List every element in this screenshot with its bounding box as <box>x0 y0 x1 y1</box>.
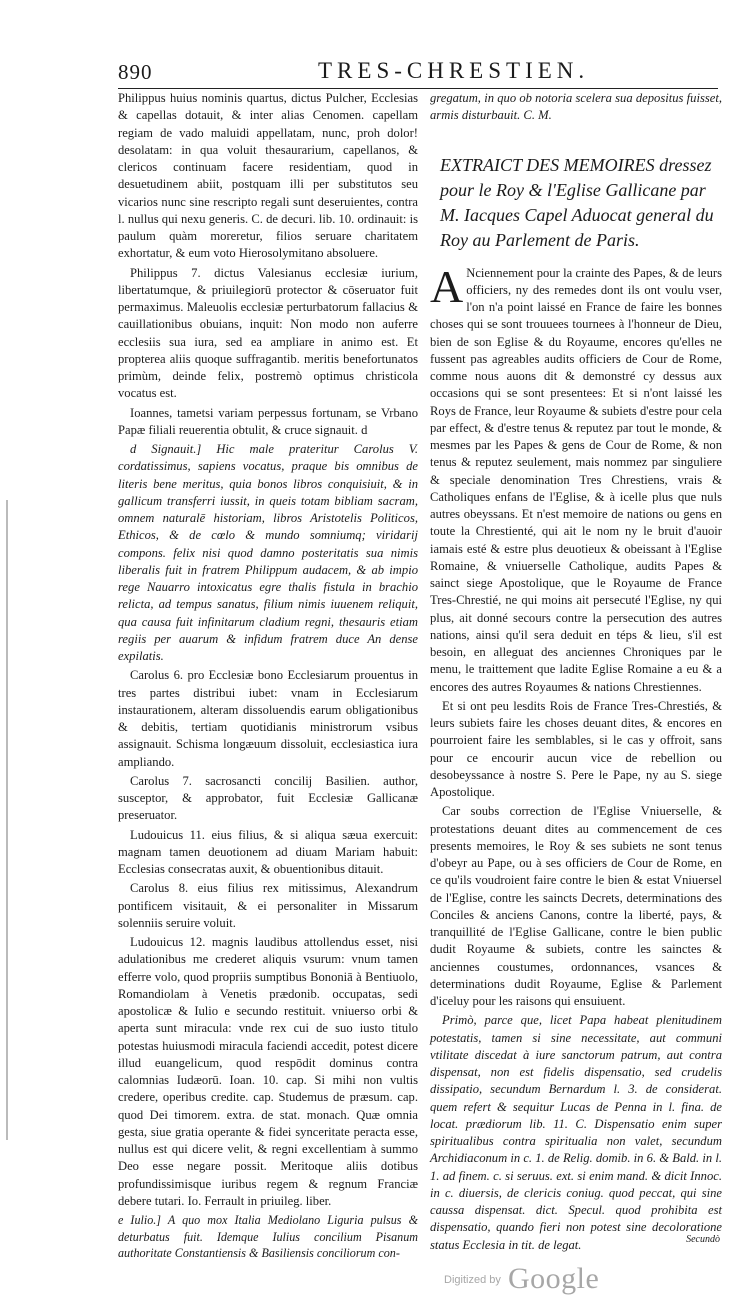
paragraph-ioannes: Ioannes, tametsi variam perpessus fortunam, se Vrbano Papæ filiali reuerentia obtulit, & cruce signauit. d <box>118 405 418 437</box>
google-logo: Google <box>508 1262 600 1295</box>
paragraph-philippus-vii: Philippus 7. dictus Valesianus ecclesiæ iurium, libertatumque, & priuilegiorū protector & cōseruator fuit permaximus. Maleuolis ecclesiæ perturbatorum fallacius & cauillationibus obuians, inquit: Non modo non auferre ecclesiis sua iura, sed ea ampliare in animo est. Et propterea aliis quoque suffragantib. meritis benefortunatos primùm, deinde felix, postremò optimus christicola vocatus est. <box>118 265 418 401</box>
watermark-digitized-by: Digitized by <box>444 1274 501 1286</box>
paragraph-primo: Primò, parce que, licet Papa habeat plenitudinem potestatis, tamen si sine necessitate, aut communi vtilitate discedat à iure sanctorum patrum, aut contra dispensat, non est fidelis dispensatio, sed crudelis dissipatio, secundum Bernardum l. 3. de considerat. quem refert & sequitur Lucas de Penna in l. fina. de locat. prædiorum lib. 11. C. Dispensatio enim super spiritualibus contra spiritualia non valet, secundum Archidiaconum in c. 1. de Relig. domib. in 6. & Bald. in l. 1. ad finem. c. si seruus. ext. si enim mand. & dicit Innoc. in c. diuersis, de clericis coniug. quod peccat, qui sine caussa dispensat. dict. Specul. quod prohibita est dispensatio, quando fieri non potest sine decoloratione status Ecclesia in tit. de legat. <box>430 1013 722 1252</box>
paragraph-carolus-vi: Carolus 6. pro Ecclesiæ bono Ecclesiarum prouentus in tres partes distribui iubet: vnam in Ecclesiarum instaurationem, alteram dissoluendis earum obligationibus & debitis, tertiam quotidianis ministrorum vsibus assignauit. Schisma longæuum dissoluit, ecclesiastica iura ampliando. <box>118 668 418 769</box>
page-header <box>118 56 718 88</box>
right-column <box>430 90 722 1252</box>
first-paragraph <box>430 260 722 696</box>
header-rule <box>118 88 718 89</box>
paragraph-carolus-viii: Carolus 8. eius filius rex mitissimus, Alexandrum pontificem visitauit, & ei personaliter in Missarum solenniis seruire voluit. <box>118 881 418 930</box>
page-number: 890 <box>118 60 153 84</box>
first-paragraph-text: Nciennement pour la crainte des Papes, & de leurs officiers, ny des remedes dont ils ont voulu vser, l'on n'a point laissé en France de faire les bonnes choses qui se sont trouuees tournees à l'honneur de Dieu, bien de son Eglise & du Royaume, encores qu'elles ne fussent pas agreables audits officiers de Cour de Rome, comme nous auons dit & demonstré cy dessus aux occasions qui se sont presentees: Et si n'ont laissé les Roys de France, leur Royaume & subiets d'estre pour cela par effect, & d'estre tenus & reputez par tout le monde, & mesmes par les Papes & gens de Cour de Rome, & non tenus & reputez seulement, mais nommez par singuliere & speciale denomination Tres Chrestiens, vrais & Catholiques enfans de l'Eglise, & à icelle plus que nuls autres obeyssans. Et n'est memoire de nations ou gens en toute la Chrestienté, qui ait le nom ny le bruit d'auoir iamais esté & estre plus deuotieux & obeissant à l'Eglise Romaine, & vniuerselle Catholique, audits Papes & sainct siege Apostolique, que le Royaume de France Tres-Chrestié, ne qui moins ait persecuté l'Eglise, ny qui plus, ait donné secours contre la persecution des autres nations, ainsi qu'il sera deduit en téps & lieu, s'il est besoin, en alleguat des anciennes Chroniques par le menu, le traittement que ladite Eglise Romaine a eu & a encores des autres Royaumes & nations Chrestiennes. <box>430 265 722 694</box>
paragraph-philippus-iv: Philippus huius nominis quartus, dictus Pulcher, Ecclesias & capellas dotauit, & inter alias Cenomen. capellam regiam de vado maluidi appellatam, nunc, proh dolor! desolatam: in qua voluit thesaurarium, capellanos, & clericos continuam facere residentiam, quod in desuetudinem abiit, postquam illi per substitutos seu vicarios nunc sine rescripto regali sunt deseruientes, contra l. nullus qui nexu generis. C. de decuri. lib. 10. ordinauit: is paulum quàm moreretur, filios seruare charitatem exhortatur, & eum voto Hierosolymitano absoluere. <box>118 91 418 261</box>
section-title: EXTRAICT DES MEMOIRES dressez pour le Roy & l'Eglise Gallicane par M. Iacques Capel Aduocat general du Roy au Parlement de Paris. <box>440 154 714 250</box>
paragraph-carolus-vii: Carolus 7. sacrosancti concilij Basilien. author, susceptor, & approbator, fuit Ecclesiæ Gallicanæ preseruator. <box>118 773 418 823</box>
digitization-watermark <box>444 1262 654 1294</box>
paragraph-ludouicus-xi: Ludouicus 11. eius filius, & si aliqua sæua exercuit: magnam tamen deuotionem ad diuam Mariam habuit: Ecclesias consecratas auxit, & obuentionibus ditauit. <box>118 827 418 876</box>
scan-edge-line <box>6 500 8 1140</box>
paragraph-et-si-ont: Et si ont peu lesdits Rois de France Tres-Chrestiés, & leurs subiets faire les choses deuant dites, & encores en pourroient faire les semblables, si le cas y offroit, sans pour ce encourir aucun vice de rebellion ou desobeyssance à nostre S. Pere le Pape, ny au S. siege Apostolique. <box>430 698 722 799</box>
note-d-signauit: d Signauit.] Hic male prateritur Carolus V. cordatissimus, sapiens vocatus, praque bis omnibus de literis bene meritus, quia bonos libros conquisiuit, & in gallicum transferri iussit, in queis totam bibliam sacram, omnem naturalē historiam, libros Aristotelis Politicos, Ethicos, & de cœlo & mundo somniumq; viridarij compons. felix nisi quod damno posteritatis sua nimis liberalis fuit in fratrem Philippum audacem, & ab impio rege Nauarro intoxicatus egre thalis fistula in brachio relicta, ad tempus sanatus, filium nimis iuuenem reliquit, qua causa fuit infinitarum cladium regni, thesauris etiam regiis per auarum & infidum fratrem duce An dense expilatis. <box>118 442 418 663</box>
footnote-e-iulio: e Iulio.] A quo mox Italia Mediolano Liguria pulsus & deturbatus fuit. Idemque Iulius concilium Pisanum authoritate Constantiensis & Basiliensis conciliorum con- <box>118 1213 418 1260</box>
drop-cap-letter: A <box>430 260 464 312</box>
paragraph-car-soubs: Car soubs correction de l'Eglise Vniuerselle, & protestations deuant dites au commencement de ces presents memoires, le Roy & ses subiets ne sont tenus d'obeyr au Pape, ou à ses officiers de Cour de Rome, en ce qu'ils voudroient faire contre le bien & estat Vniuersel de l'Eglise, contre les saincts Decrets, determinations des Conciles & anciens Canons, contre la liberté, pays, & tranquillité de l'Eglise Gallicane, contre le bien public dudit Royaume & subiets, contre les sainctes & anciennes coustumes, ordonnances, vsances & determinations dudit Royaume, Eglise & Parlement d'iceluy pour les raisons qui ensuiuent. <box>430 804 722 1008</box>
left-column <box>118 90 418 1290</box>
paragraph-ludouicus-xii: Ludouicus 12. magnis laudibus attollendus esset, nisi adulationibus me crederet aliquis vsurum: vnum tamen efferre volo, quod propriis sumptibus Bononiā à Bentiuolo, Romandiolam à Venetis prædonib. occupatas, sedi apostolicæ & Iulio e secundo restituit. vniuerso orbi & aperta sunt miracula: vnde rex cui de suo iusto titulo potestas huiusmodi miracula faciendi accedit, potest dicere illud euangelicum, quod respōdit dominus contra calomnias Iudæorū. Ioan. 10. cap. Si mihi non vultis credere, operibus credite. cap. Studemus de præsum. cap. quod Dei timorem. extra. de stat. monach. Quæ omnia gesta, siue gratia operante & fidei synceritate peracta esse, nullus est qui dicere velit, & regni excellentiam à summo Deo esse negare possit. Meritoque aliis dotibus profundissimisque iuribus regem & regnum Franciæ debere tutari. Io. Ferrault in priuileg. liber. <box>118 935 418 1208</box>
footnote-continuation: gregatum, in quo ob notoria scelera sua depositus fuisset, armis disturbauit. C. M. <box>430 91 722 123</box>
catchword: Secundò <box>686 1234 720 1245</box>
running-title: TRES-CHRESTIEN. <box>318 58 590 83</box>
